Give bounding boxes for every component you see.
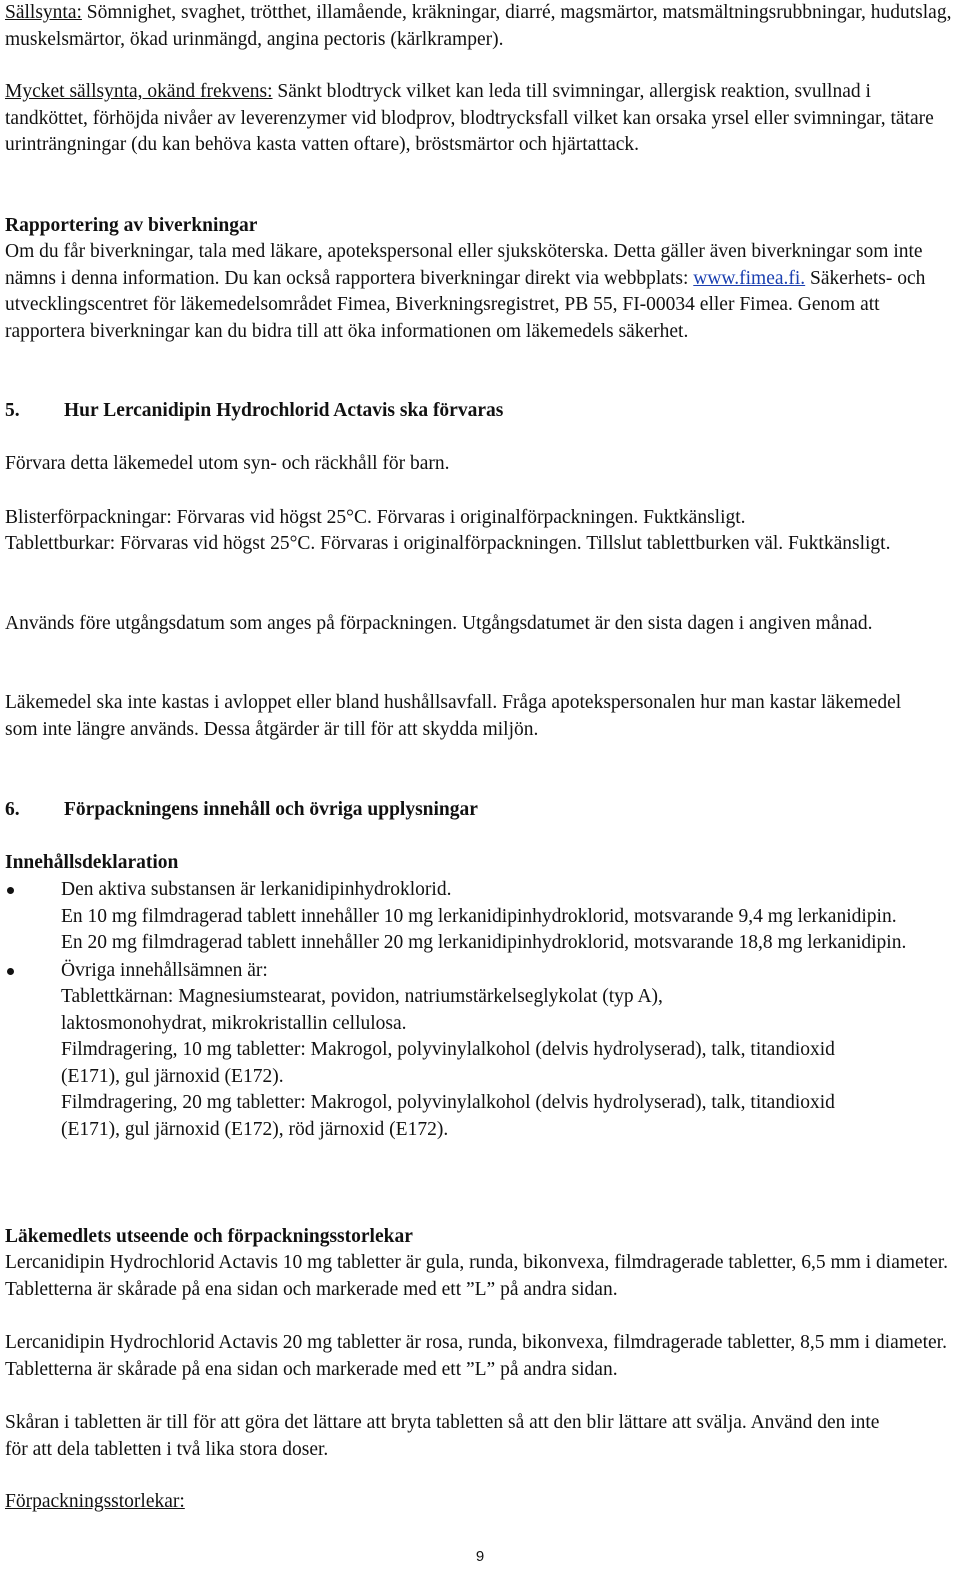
bullet-icon <box>7 968 14 975</box>
section-5-heading <box>5 398 503 425</box>
score-line-text: Skåran i tabletten är till för att göra det lättare att bryta tabletten så att den blir lättare att svälja. Använd den inte för att dela tabletten i två lika stora doser. <box>5 1412 880 1460</box>
storage-children: Förvara detta läkemedel utom syn- och räckhåll för barn. <box>5 453 450 474</box>
pack-sizes-label: Förpackningsstorlekar: <box>5 1491 185 1512</box>
very-rare-label: Mycket sällsynta, okänd frekvens: <box>5 81 273 102</box>
page-number: 9 <box>475 1548 485 1565</box>
section-6-title: Förpackningens innehåll och övriga upplysningar <box>64 799 478 820</box>
reporting-text-part1: Om du får biverkningar, tala med läkare, apotekspersonal eller sjuksköterska. Detta gäller även biverkningar som inte nämns i denna information. Du kan också rapportera biverkningar direkt via webbplats: <box>5 241 923 289</box>
section-6-heading <box>5 797 478 824</box>
section-5-title: Hur Lercanidipin Hydrochlorid Actavis ska förvaras <box>64 400 504 421</box>
section-6-number: 6. <box>5 799 20 820</box>
appearance-heading: Läkemedlets utseende och förpackningsstorlekar <box>5 1226 413 1247</box>
reporting-text <box>5 239 955 345</box>
excipients-label: Övriga innehållsämnen är: <box>61 959 268 981</box>
composition-heading: Innehållsdeklaration <box>5 852 179 873</box>
reporting-heading: Rapportering av biverkningar <box>5 215 258 236</box>
reporting-text-part2: Säkerhets- och utvecklingscentret för läkemedelsområdet Fimea, Biverkningsregistret, PB 55, FI-00034 eller Fimea. Genom att rapportera biverkningar kan du bidra till att öka informationen om läkemedels säkerhet. <box>5 267 926 342</box>
rare-label: Sällsynta: <box>5 2 82 23</box>
list-item <box>5 958 955 1144</box>
coating-20mg: Filmdragering, 20 mg tabletter: Makrogol, polyvinylalkohol (delvis hydrolyserad), talk, titandioxid (E171), gul järnoxid (E172), röd järnoxid (E172). <box>61 1092 835 1140</box>
storage-blister: Blisterförpackningar: Förvaras vid högst 25°C. Förvaras i originalförpackningen. Fuktkänsligt. <box>5 507 746 528</box>
rare-text: Sömnighet, svaghet, trötthet, illamående, kräkningar, diarré, magsmärtor, matsmältningsrubbningar, hudutslag, muskelsmärtor, ökad urinmängd, angina pectoris (kärlkramper). <box>5 2 952 50</box>
side-effects-very-rare <box>5 79 955 159</box>
storage-bottle: Tablettburkar: Förvaras vid högst 25°C. Förvaras i originalförpackningen. Tillslut tablettburken väl. Fuktkänsligt. <box>5 533 891 554</box>
active-substance: Den aktiva substansen är lerkanidipinhydroklorid. <box>61 879 452 900</box>
disposal-text: Läkemedel ska inte kastas i avloppet eller bland hushållsavfall. Fråga apotekspersonalen hur man kastar läkemedel som inte längre används. Dessa åtgärder är till för att skydda miljön. <box>5 692 902 740</box>
very-rare-text: Sänkt blodtryck vilket kan leda till svimningar, allergisk reaktion, svullnad i tandköttet, förhöjda nivåer av leverenzymer vid blodprov, blodtrycksfall vilket kan orsaka yrsel eller svimningar, tätare urinträngningar (du kan behöva kasta vatten oftare), bröstsmärtor och hjärtattack. <box>5 81 934 155</box>
appearance-20mg: Lercanidipin Hydrochlorid Actavis 20 mg tabletter är rosa, runda, bikonvexa, filmdragerade tabletter, 8,5 mm i diameter. Tabletterna är skårade på ena sidan och markerade med ett ”L” på andra sidan. <box>5 1332 947 1380</box>
expiry-text: Används före utgångsdatum som anges på förpackningen. Utgångsdatumet är den sista dagen i angiven månad. <box>5 613 873 634</box>
active-10mg: En 10 mg filmdragerad tablett innehåller 10 mg lerkanidipinhydroklorid, motsvarande 9,4 mg lerkanidipin. <box>61 905 897 927</box>
fimea-link[interactable]: www.fimea.fi. <box>693 267 806 289</box>
bullet-icon <box>7 887 14 894</box>
tablet-core: Tablettkärnan: Magnesiumstearat, povidon, natriumstärkelseglykolat (typ A), laktosmonohydrat, mikrokristallin cellulosa. <box>61 986 663 1034</box>
composition-list <box>5 877 955 1143</box>
coating-10mg: Filmdragering, 10 mg tabletter: Makrogol, polyvinylalkohol (delvis hydrolyserad), talk, titandioxid (E171), gul järnoxid (E172). <box>61 1039 835 1087</box>
list-item <box>5 877 955 957</box>
side-effects-rare <box>5 0 955 53</box>
section-5-number: 5. <box>5 400 20 421</box>
active-20mg: En 20 mg filmdragerad tablett innehåller 20 mg lerkanidipinhydroklorid, motsvarande 18,8 mg lerkanidipin. <box>61 932 907 953</box>
appearance-10mg: Lercanidipin Hydrochlorid Actavis 10 mg tabletter är gula, runda, bikonvexa, filmdragerade tabletter, 6,5 mm i diameter. Tabletterna är skårade på ena sidan och markerade med ett ”L” på andra sidan. <box>5 1252 949 1300</box>
